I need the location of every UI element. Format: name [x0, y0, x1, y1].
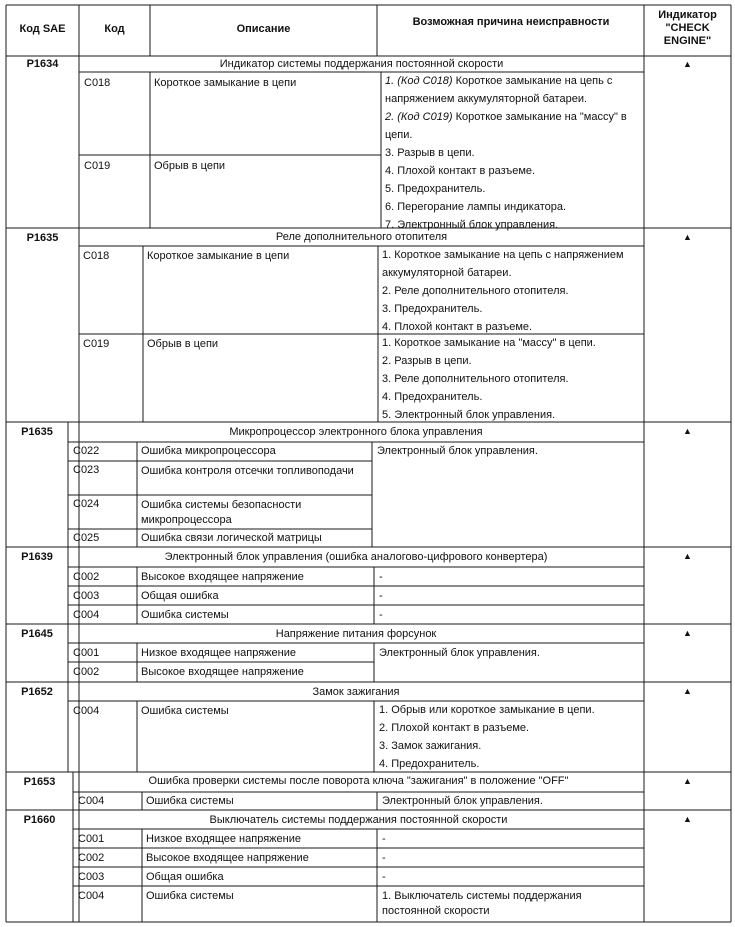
sub-description: Ошибка контроля отсечки топливоподачи	[141, 465, 354, 477]
sae-code: P1635	[21, 426, 53, 438]
section-title: Электронный блок управления (ошибка аналогово-цифрового конвертера)	[164, 551, 548, 563]
section-title: Напряжение питания форсунок	[275, 628, 437, 640]
indicator-triangle-icon: ▲	[683, 59, 692, 69]
cause-item: 1. Короткое замыкание на "массу" в цепи.	[382, 337, 596, 349]
sub-description: Ошибка связи логической матрицы	[141, 532, 322, 544]
cause-item: 1. Выключатель системы поддержания постоянной скорости	[382, 890, 582, 917]
sub-description: Ошибка системы безопасности микропроцессора	[141, 499, 302, 526]
header-indicator-line2: "CHECK	[665, 22, 710, 34]
sub-code: C004	[78, 890, 105, 902]
sae-code: P1645	[21, 628, 53, 640]
cause-item: Электронный блок управления.	[377, 445, 538, 457]
cause-item: -	[379, 609, 383, 621]
sub-code: C019	[84, 160, 111, 172]
cause-item: 2. (Код C019) Короткое замыкание на "массу" в цепи.	[385, 111, 627, 141]
sub-description: Ошибка микропроцессора	[141, 445, 276, 457]
cause-item: -	[382, 871, 386, 883]
sub-code: C002	[73, 571, 100, 583]
cause-item: -	[382, 833, 386, 845]
cause-item: 3. Замок зажигания.	[379, 740, 482, 752]
section-title: Микропроцессор электронного блока управления	[229, 426, 483, 438]
sub-description: Высокое входящее напряжение	[141, 666, 304, 678]
sub-code: C004	[73, 705, 100, 717]
sae-code: P1635	[26, 232, 59, 244]
cause-item: 4. Плохой контакт в разъеме.	[385, 165, 536, 177]
cause-item: 1. (Код C018) Короткое замыкание на цепь с напряжением аккумуляторной батареи.	[385, 75, 613, 105]
sae-code: P1634	[26, 58, 59, 70]
sub-code: C025	[73, 532, 100, 544]
cause-item: 1. Короткое замыкание на цепь с напряжением аккумуляторной батареи.	[382, 249, 624, 279]
section-title: Выключатель системы поддержания постоянной скорости	[209, 814, 508, 826]
cause-list	[379, 701, 641, 773]
header-cause: Возможная причина неисправности	[412, 16, 610, 28]
indicator-triangle-icon: ▲	[683, 426, 692, 436]
cause-item: Электронный блок управления.	[382, 795, 543, 807]
sub-description: Ошибка системы	[146, 795, 234, 807]
sub-description: Ошибка системы	[141, 609, 229, 621]
indicator-triangle-icon: ▲	[683, 628, 692, 638]
sub-code: C001	[73, 647, 100, 659]
sub-description: Низкое входящее напряжение	[141, 647, 296, 659]
indicator-triangle-icon: ▲	[683, 232, 692, 242]
cause-list	[382, 246, 640, 336]
sub-code: C003	[73, 590, 100, 602]
cause-item: 3. Предохранитель.	[382, 303, 483, 315]
cause-item: -	[379, 590, 383, 602]
cause-item: 4. Плохой контакт в разъеме.	[382, 321, 533, 333]
indicator-triangle-icon: ▲	[683, 814, 692, 824]
header-indicator	[644, 9, 731, 48]
section-title: Реле дополнительного отопителя	[275, 231, 448, 243]
sub-code: C003	[78, 871, 105, 883]
sub-description: Короткое замыкание в цепи	[154, 77, 297, 89]
sub-description: Низкое входящее напряжение	[146, 833, 301, 845]
cause-item: 2. Плохой контакт в разъеме.	[379, 722, 530, 734]
cause-item: 7. Электронный блок управления.	[385, 219, 559, 231]
cause-item: 6. Перегорание лампы индикатора.	[385, 201, 567, 213]
cause-item: 5. Предохранитель.	[385, 183, 486, 195]
section-title: Индикатор системы поддержания постоянной скорости	[219, 58, 504, 70]
cause-list	[385, 72, 640, 234]
sub-description: Ошибка системы	[146, 890, 234, 902]
cause-item: 5. Электронный блок управления.	[382, 409, 556, 421]
sae-code: P1660	[23, 814, 56, 826]
sae-code: P1652	[21, 686, 53, 698]
cause-item: 3. Реле дополнительного отопителя.	[382, 373, 569, 385]
cause-list	[382, 334, 640, 424]
sub-code: C024	[73, 498, 100, 510]
header-indicator-line1: Индикатор	[658, 9, 717, 21]
sub-description: Ошибка системы	[141, 705, 229, 717]
cause-item: 4. Предохранитель.	[379, 758, 480, 770]
cause-item: 1. Обрыв или короткое замыкание в цепи.	[379, 704, 595, 716]
section-title: Ошибка проверки системы после поворота ключа "зажигания" в положение "OFF"	[148, 775, 569, 787]
header-code: Код	[104, 23, 125, 35]
sub-code: C023	[73, 464, 100, 476]
cause-item: Электронный блок управления.	[379, 647, 540, 659]
cause-item: 2. Разрыв в цепи.	[382, 355, 472, 367]
cause-item: -	[382, 852, 386, 864]
header-indicator-line3: ENGINE"	[663, 35, 712, 47]
sub-code: C018	[84, 77, 111, 89]
sub-code: C022	[73, 445, 100, 457]
sub-code: C019	[83, 338, 110, 350]
header-description: Описание	[236, 23, 291, 35]
sae-code: P1639	[21, 551, 53, 563]
sub-description: Высокое входящее напряжение	[146, 852, 309, 864]
sub-code: C001	[78, 833, 105, 845]
sub-description: Общая ошибка	[146, 871, 224, 883]
cause-item: -	[379, 571, 383, 583]
indicator-triangle-icon: ▲	[683, 686, 692, 696]
sub-code: C018	[83, 250, 110, 262]
sub-description: Высокое входящее напряжение	[141, 571, 304, 583]
sub-description: Обрыв в цепи	[147, 338, 219, 350]
sub-description: Обрыв в цепи	[154, 160, 226, 172]
cause-item: 2. Реле дополнительного отопителя.	[382, 285, 569, 297]
sub-description: Короткое замыкание в цепи	[147, 250, 290, 262]
indicator-triangle-icon: ▲	[683, 776, 692, 786]
sae-code: P1653	[23, 776, 56, 788]
cause-item: 3. Разрыв в цепи.	[385, 147, 475, 159]
indicator-triangle-icon: ▲	[683, 551, 692, 561]
cause-item: 4. Предохранитель.	[382, 391, 483, 403]
sub-code: C002	[73, 666, 100, 678]
sub-description: Общая ошибка	[141, 590, 219, 602]
sub-code: C004	[78, 795, 105, 807]
section-title: Замок зажигания	[312, 686, 400, 698]
sub-code: C004	[73, 609, 100, 621]
sub-code: C002	[78, 852, 105, 864]
header-sae-code: Код SAE	[19, 23, 66, 35]
